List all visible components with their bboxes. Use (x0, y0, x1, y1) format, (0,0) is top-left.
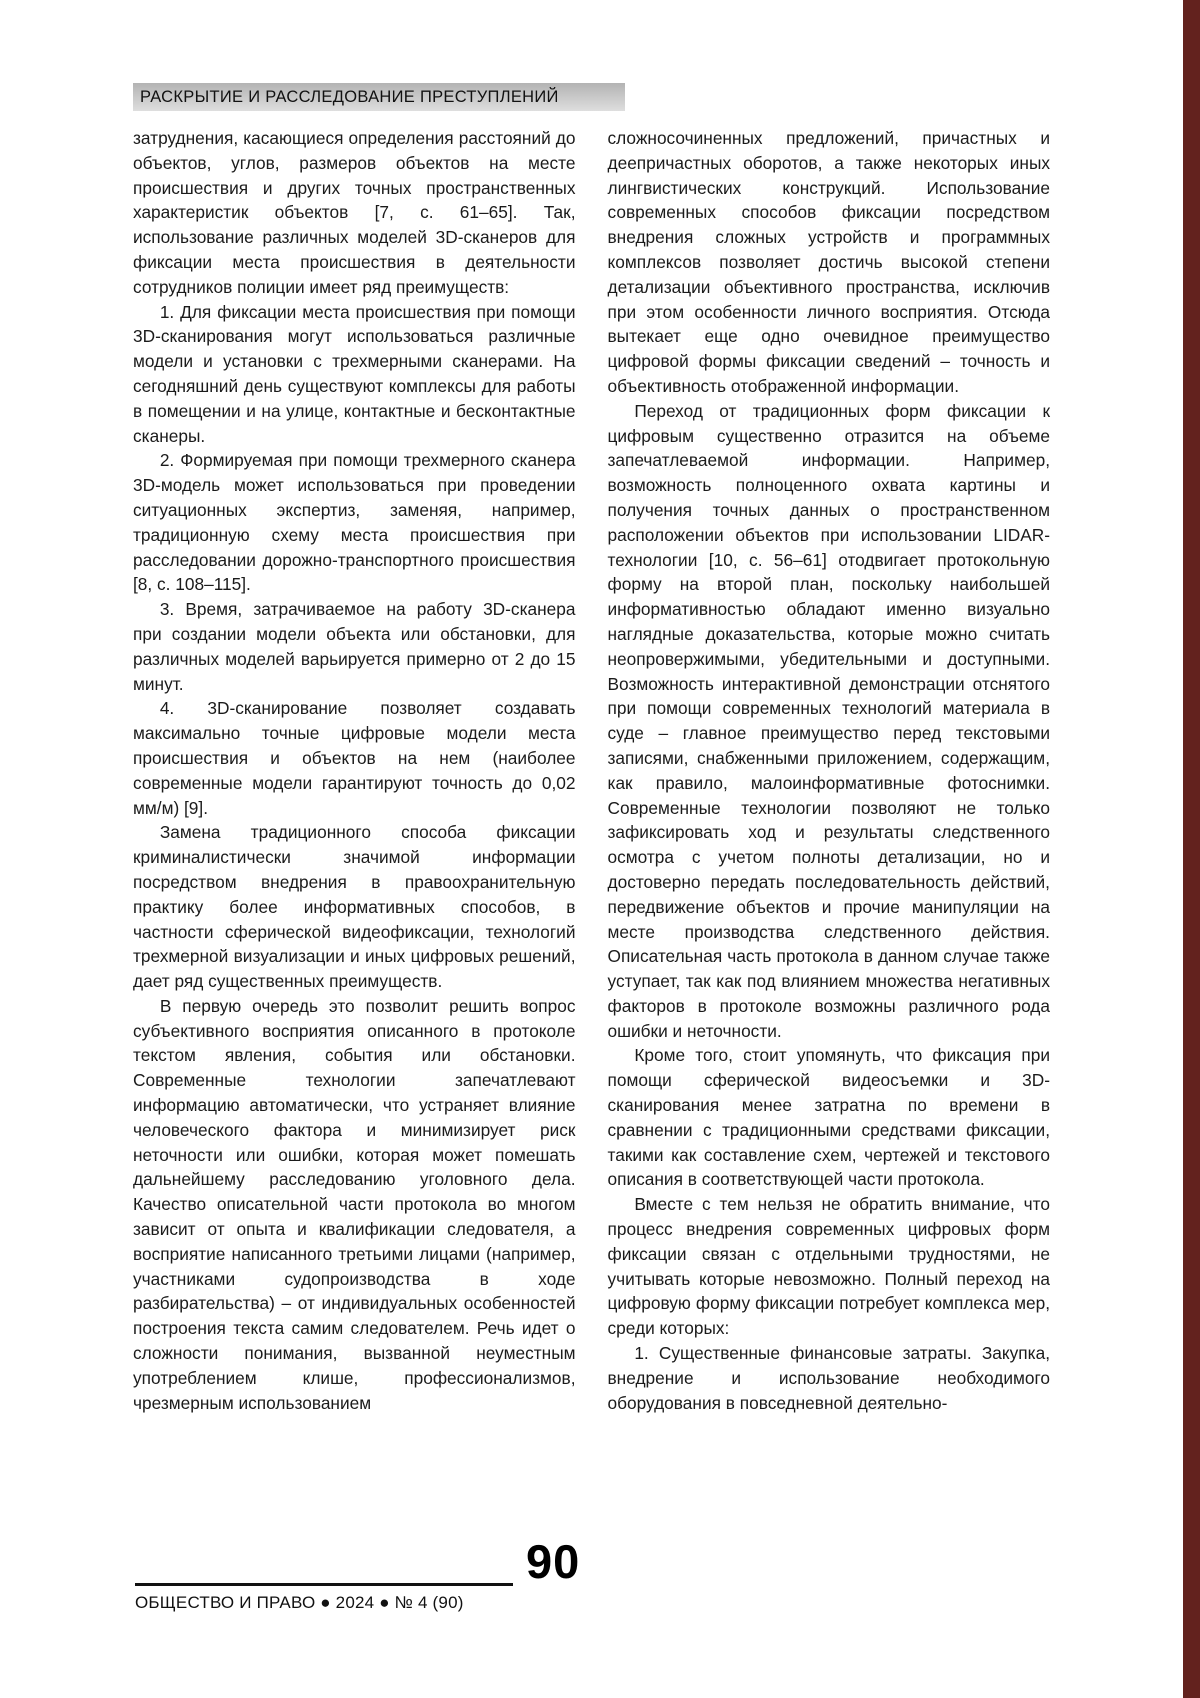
paragraph: затруднения, касающиеся определения расстояний до объектов, углов, размеров объектов на месте происшествия и других точных пространственных характеристик объектов [7, с. 61–65]. Так, использование различных моделей 3D-сканеров для фиксации места происшествия в деятельности сотрудников полиции имеет ряд преимуществ: (133, 128, 576, 297)
journal-footer: ОБЩЕСТВО И ПРАВО ● 2024 ● № 4 (90) (135, 1593, 464, 1612)
paragraph: Вместе с тем нельзя не обратить внимание, что процесс внедрения современных цифровых форм фиксации связан с отдельными трудностями, не учитывать которые невозможно. Полный переход на цифровую форму фиксации потребует комплекса мер, среди которых: (607, 1194, 1050, 1339)
paragraph: 4. 3D-сканирование позволяет создавать максимально точные цифровые модели места происшествия и объектов на нем (наиболее современные модели гарантируют точность до 0,02 мм/м) [9]. (133, 698, 576, 818)
paragraph: Переход от традиционных форм фиксации к цифровым существенно отразится на объеме запечатлеваемой информации. Например, возможность полноценного охвата картины и получения точных данных о пространственном расположении объектов при использовании LIDAR-технологии [10, с. 56–61] отодвигает протокольную форму на второй план, поскольку наибольшей информативностью обладают именно визуально наглядные доказательства, которые можно считать неопровержимыми, убедительными и доступными. Возможность интерактивной демонстрации отснятого при помощи современных технологий материала в суде – главное преимущество перед текстовыми записями, снабженными приложением, содержащим, как правило, малоинформативные фотоснимки. Современные технологии позволяют не только зафиксировать ход и результаты следственного осмотра с учетом полноты детализации, но и достоверно передать последовательность действий, передвижение объектов и прочие манипуляции на месте производства следственного действия. Описательная часть протокола в данном случае также уступает, так как под влиянием множества негативных факторов в протоколе возможны различного рода ошибки и неточности. (607, 400, 1050, 1041)
right-column (608, 126, 1051, 1415)
section-header-bar (133, 83, 625, 111)
article-body (133, 126, 1050, 1415)
paragraph: 2. Формируемая при помощи трехмерного сканера 3D-модель может использоваться при проведении ситуационных экспертиз, заменяя, например, традиционную схему места происшествия при расследовании дорожно-транспортного происшествия [8, с. 108–115]. (133, 450, 576, 595)
left-column (133, 126, 576, 1415)
section-title: РАСКРЫТИЕ И РАССЛЕДОВАНИЕ ПРЕСТУПЛЕНИЙ (140, 87, 559, 106)
paragraph: В первую очередь это позволит решить вопрос субъективного восприятия описанного в протоколе текстом явления, события или обстановки. Современные технологии запечатлевают информацию автоматически, что устраняет влияние человеческого фактора и минимизирует риск неточности или ошибки, которая может помешать дальнейшему расследованию уголовного дела. Качество описательной части протокола во многом зависит от опыта и квалификации следователя, а восприятие написанного третьими лицами (например, участниками судопроизводства в ходе разбирательства) – от индивидуальных особенностей построения текста самим следователем. Речь идет о сложности понимания, вызванной неуместным употреблением клише, профессионализмов, чрезмерным использованием (133, 995, 576, 1413)
paragraph: 3. Время, затрачиваемое на работу 3D-сканера при создании модели объекта или обстановки, для различных моделей варьируется примерно от 2 до 15 минут. (133, 599, 576, 694)
paragraph: Замена традиционного способа фиксации криминалистически значимой информации посредством внедрения в правоохранительную практику более информативных способов, в частности сферической видеофиксации, технологий трехмерной визуализации и иных цифровых решений, дает ряд существенных преимуществ. (133, 822, 576, 992)
paragraph: сложносочиненных предложений, причастных и деепричастных оборотов, а также некоторых иных лингвистических конструкций. Использование современных способов фиксации посредством внедрения сложных устройств и программных комплексов позволяет достичь высокой степени детализации объективного пространства, исключив при этом особенности личного восприятия. Отсюда вытекает еще одно очевидное преимущество цифровой формы фиксации сведений – точность и объективность отображенной информации. (607, 128, 1050, 396)
paragraph: 1. Для фиксации места происшествия при помощи 3D-сканирования могут использоваться различные модели и установки с трехмерными сканерами. На сегодняшний день существуют комплексы для работы в помещении и на улице, контактные и бесконтактные сканеры. (133, 301, 576, 446)
paragraph: Кроме того, стоит упомянуть, что фиксация при помощи сферической видеосъемки и 3D-сканирования менее затратна по времени в сравнении с традиционными средствами фиксации, такими как составление схем, чертежей и текстового описания в соответствующей части протокола. (607, 1045, 1050, 1190)
page-edge-accent-bar (1183, 0, 1200, 1698)
page-number: 90 (526, 1535, 581, 1588)
footer-rule (135, 1583, 513, 1586)
paragraph: 1. Существенные финансовые затраты. Закупка, внедрение и использование необходимого оборудования в повседневной деятельно- (607, 1343, 1050, 1413)
